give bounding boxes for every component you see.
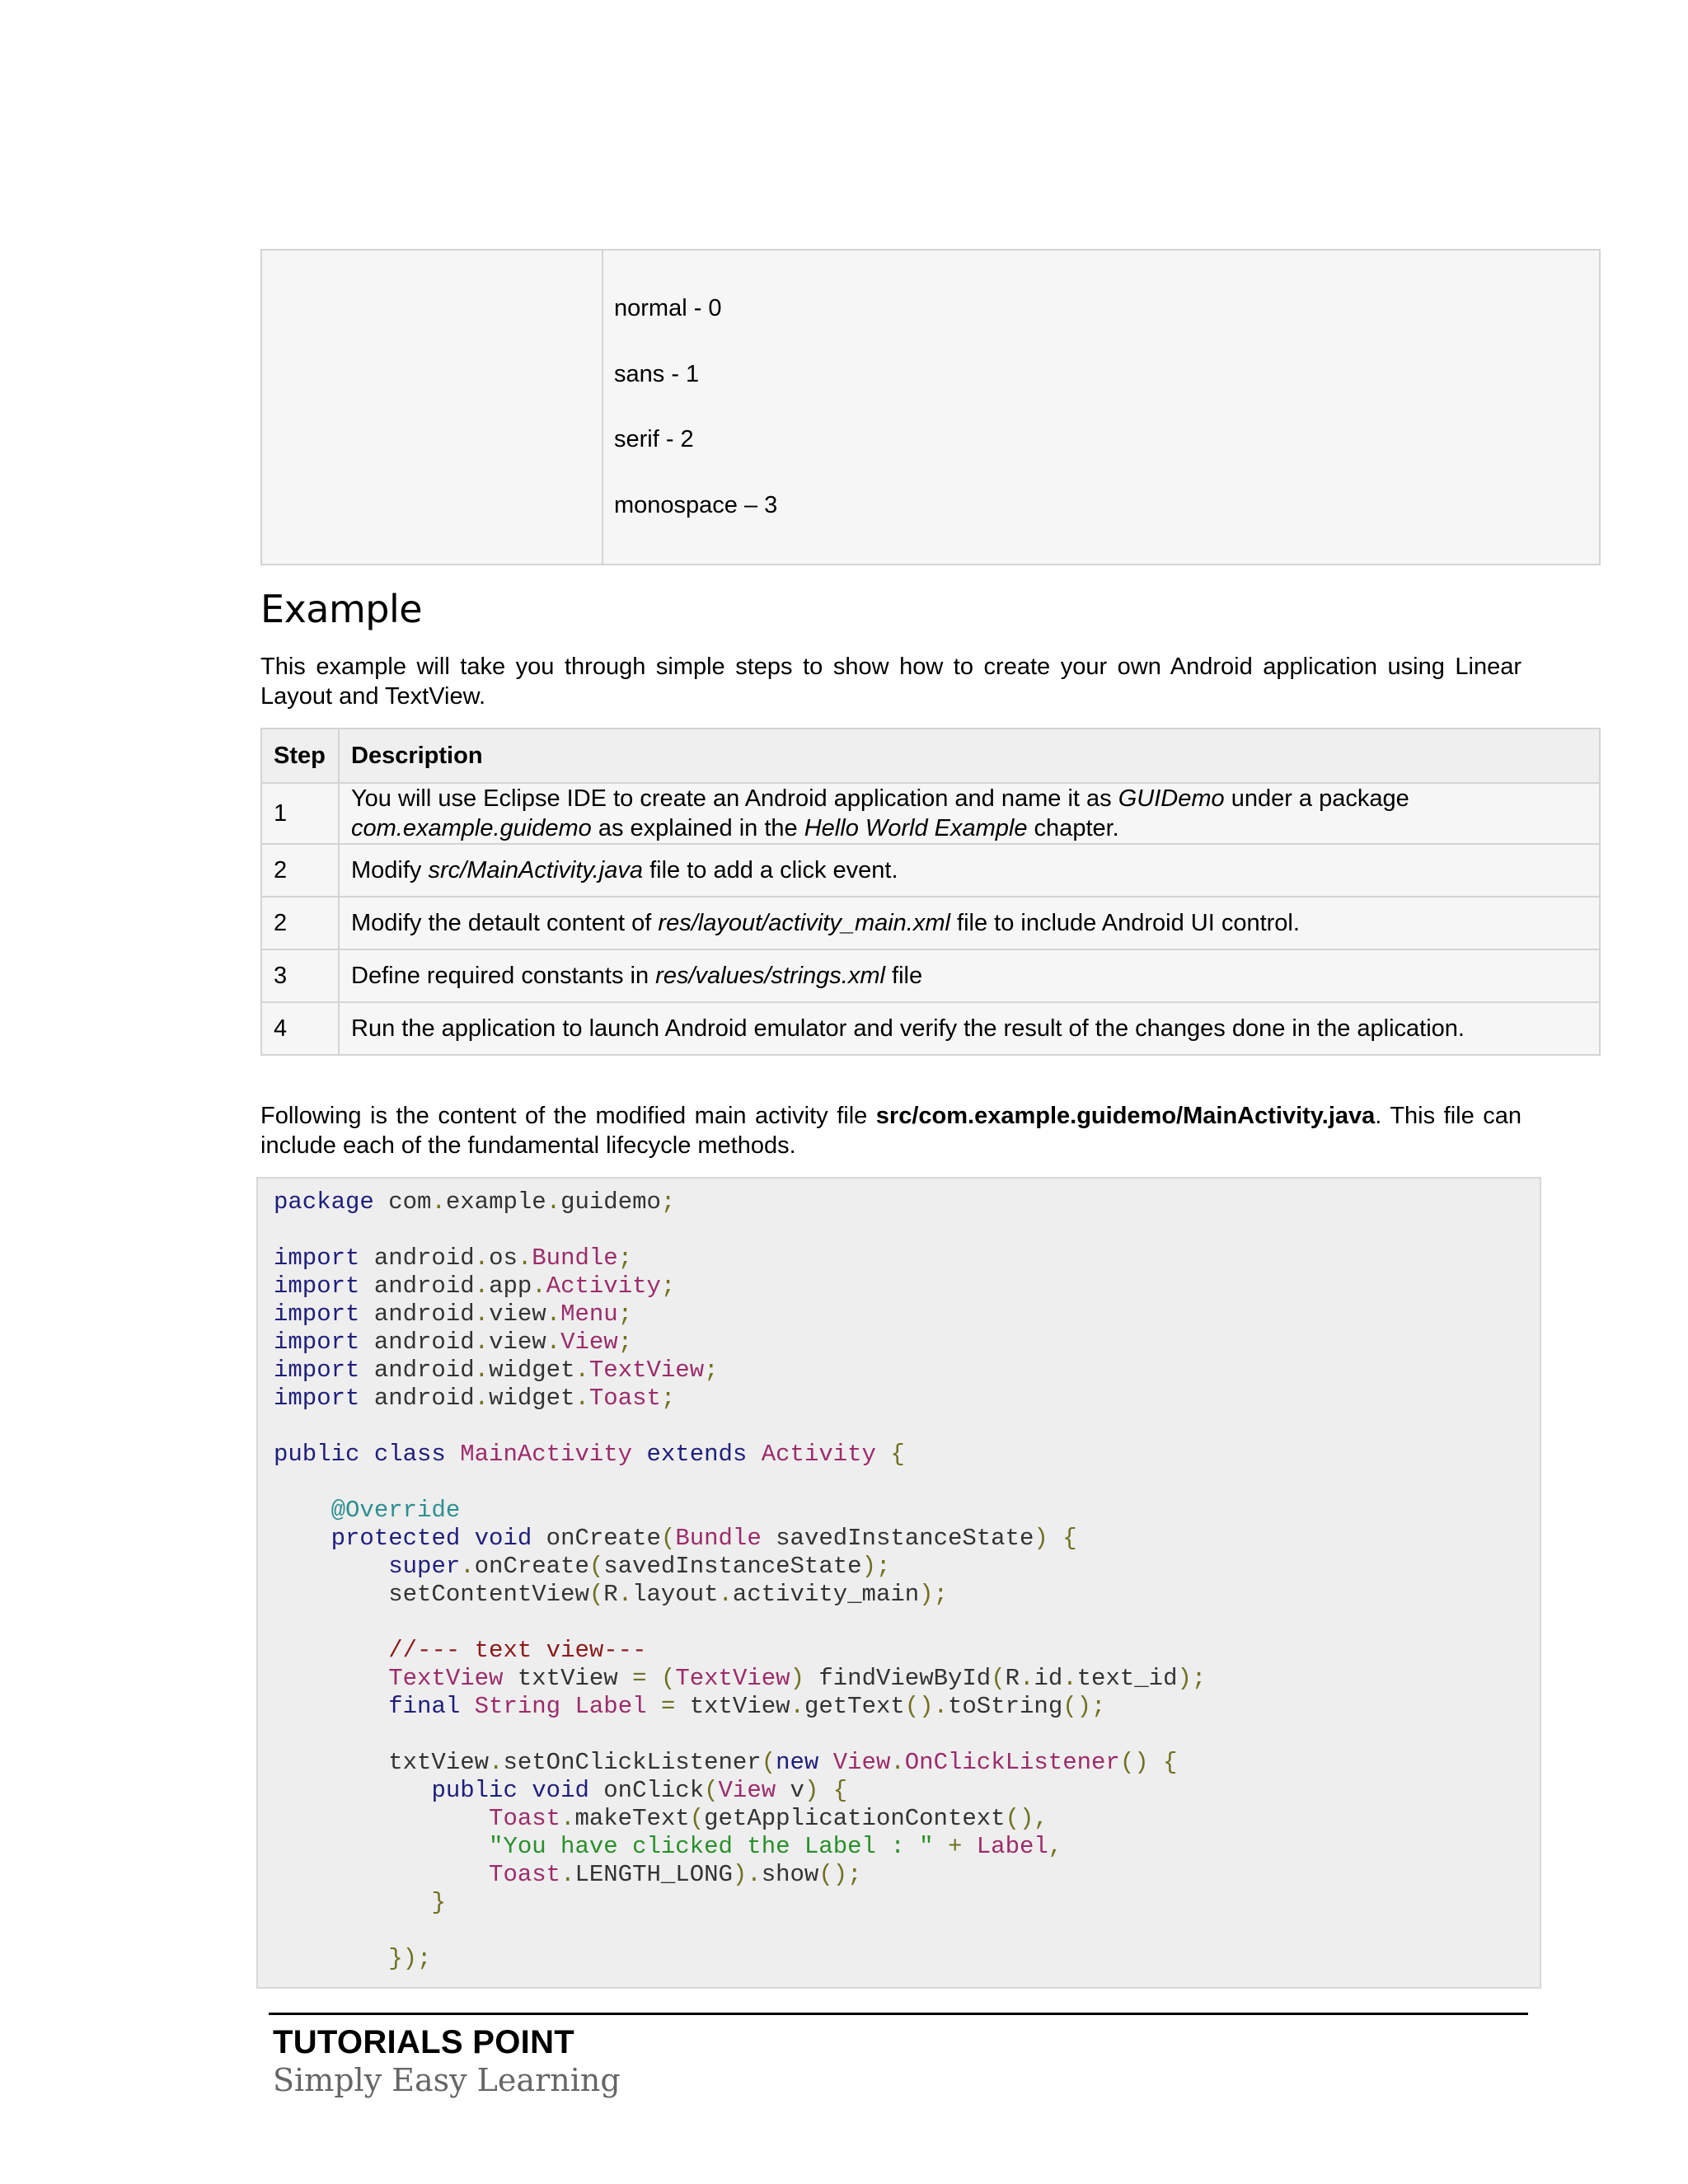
code-token: . bbox=[489, 1749, 504, 1776]
code-token: , bbox=[1048, 1833, 1063, 1860]
code-token: Toast bbox=[489, 1805, 561, 1832]
code-token: import bbox=[274, 1301, 360, 1328]
code-token bbox=[876, 1441, 890, 1468]
code-line bbox=[274, 1385, 1206, 1413]
step-number: 2 bbox=[261, 844, 339, 897]
code-token: . bbox=[617, 1581, 633, 1608]
code-token: ) bbox=[1034, 1525, 1048, 1552]
table-header-row bbox=[261, 729, 1600, 783]
code-token bbox=[274, 1945, 388, 1972]
code-token: (), bbox=[1005, 1805, 1048, 1832]
code-token: com bbox=[373, 1188, 432, 1216]
code-token: new bbox=[776, 1749, 819, 1776]
code-token: super bbox=[388, 1553, 461, 1580]
code-token bbox=[274, 1777, 431, 1804]
step-description: Define required constants in res/values/strings.xml file bbox=[339, 949, 1600, 1002]
code-token: . bbox=[474, 1272, 490, 1300]
code-token: ( bbox=[704, 1777, 719, 1804]
intro-paragraph: This example will take you through simple steps to show how to create your own Android application using Linear Layout and TextView. bbox=[260, 654, 1522, 710]
code-token: View bbox=[832, 1749, 891, 1776]
code-token: import bbox=[274, 1357, 360, 1384]
code-token: Activity bbox=[761, 1441, 876, 1468]
code-token bbox=[647, 1665, 661, 1692]
code-token: android bbox=[359, 1385, 475, 1412]
code-token: android bbox=[359, 1244, 475, 1272]
step-description: Modify the detault content of res/layout/activity_main.xml file to include Android UI control. bbox=[339, 897, 1600, 949]
file-path: src/com.example.guidemo/MainActivity.java bbox=[875, 1103, 1376, 1129]
code-token: import bbox=[274, 1329, 360, 1356]
code-token: . bbox=[546, 1301, 561, 1328]
code-line bbox=[274, 1244, 1206, 1272]
code-token: v bbox=[776, 1777, 804, 1804]
code-line bbox=[274, 1553, 1206, 1581]
code-token: activity_main bbox=[732, 1581, 920, 1608]
code-token: example bbox=[445, 1188, 546, 1216]
code-token: Toast bbox=[489, 1861, 561, 1888]
code-line bbox=[274, 1413, 1206, 1441]
step-number: 4 bbox=[261, 1002, 339, 1055]
code-token: . bbox=[474, 1329, 490, 1356]
code-line bbox=[274, 1441, 1206, 1469]
code-line bbox=[274, 1581, 1206, 1609]
code-token: app bbox=[489, 1272, 532, 1300]
code-token: ( bbox=[660, 1525, 676, 1552]
code-token: . bbox=[574, 1357, 589, 1384]
code-line bbox=[274, 1216, 1206, 1244]
code-token: ; bbox=[617, 1244, 633, 1272]
code-token: ; bbox=[660, 1272, 676, 1300]
code-token: . bbox=[474, 1385, 490, 1412]
code-token bbox=[1149, 1749, 1163, 1776]
typeface-value-serif: serif - 2 bbox=[614, 426, 694, 452]
code-token: View bbox=[718, 1777, 776, 1804]
code-line bbox=[274, 1525, 1206, 1553]
code-token: @Override bbox=[331, 1497, 461, 1524]
section-heading: Example bbox=[260, 587, 423, 631]
code-token: toString bbox=[948, 1693, 1063, 1720]
attribute-values-table bbox=[260, 249, 1601, 565]
code-token: . bbox=[460, 1553, 475, 1580]
code-token bbox=[647, 1693, 661, 1720]
code-token bbox=[934, 1833, 948, 1860]
attribute-name-cell bbox=[262, 251, 603, 564]
code-token: String bbox=[474, 1693, 561, 1720]
code-token bbox=[274, 1525, 331, 1552]
code-token bbox=[962, 1833, 976, 1860]
code-token: Label bbox=[976, 1833, 1048, 1860]
code-token: ; bbox=[660, 1385, 676, 1412]
code-token bbox=[560, 1693, 574, 1720]
code-line bbox=[274, 1609, 1206, 1637]
code-line bbox=[274, 1188, 1206, 1216]
code-token: . bbox=[474, 1357, 490, 1384]
code-token: + bbox=[947, 1833, 963, 1860]
code-line bbox=[274, 1469, 1206, 1497]
code-token: { bbox=[832, 1777, 848, 1804]
code-line bbox=[274, 1861, 1206, 1889]
code-token: ; bbox=[660, 1188, 676, 1216]
code-token: { bbox=[890, 1441, 905, 1468]
code-token: MainActivity bbox=[460, 1441, 633, 1468]
code-line bbox=[274, 1637, 1206, 1665]
code-token: ( bbox=[991, 1665, 1006, 1692]
code-token: (). bbox=[904, 1693, 948, 1720]
code-token: R bbox=[603, 1581, 618, 1608]
code-token: getApplicationContext bbox=[704, 1805, 1006, 1832]
code-token: import bbox=[274, 1385, 360, 1412]
code-token: widget bbox=[489, 1385, 575, 1412]
code-token: . bbox=[474, 1244, 490, 1272]
table-row bbox=[261, 1002, 1600, 1055]
step-description: You will use Eclipse IDE to create an Android application and name it as GUIDemo under a package com.example.guidemo as explained in the Hello World Example chapter. bbox=[339, 783, 1600, 844]
code-token: . bbox=[546, 1329, 561, 1356]
code-token: . bbox=[474, 1301, 490, 1328]
code-token bbox=[818, 1777, 832, 1804]
code-token: getText bbox=[804, 1693, 905, 1720]
code-token: Bundle bbox=[532, 1244, 618, 1272]
step-description: Modify src/MainActivity.java file to add a click event. bbox=[339, 844, 1600, 897]
code-token: ). bbox=[732, 1861, 762, 1888]
code-token: savedInstanceState bbox=[603, 1553, 862, 1580]
code-token: view bbox=[489, 1301, 546, 1328]
code-line bbox=[274, 1945, 1206, 1973]
code-token: ) bbox=[790, 1665, 804, 1692]
code-token: setContentView bbox=[274, 1581, 589, 1608]
code-token: makeText bbox=[574, 1805, 690, 1832]
code-token: }); bbox=[388, 1945, 432, 1972]
code-token: . bbox=[890, 1749, 905, 1776]
code-token: import bbox=[274, 1244, 360, 1272]
code-token: id bbox=[1034, 1665, 1063, 1692]
code-token: Bundle bbox=[675, 1525, 762, 1552]
code-token bbox=[274, 1637, 388, 1664]
code-line bbox=[274, 1917, 1206, 1945]
code-token: guidemo bbox=[560, 1188, 661, 1216]
code-token: . bbox=[546, 1188, 561, 1216]
code-intro-paragraph: Following is the content of the modified main activity file src/com.example.guidemo/MainActivity.java. This file can include each of the fundamental lifecycle methods. bbox=[260, 1103, 1522, 1159]
code-token: onCreate bbox=[474, 1553, 589, 1580]
code-token: txtView bbox=[274, 1749, 490, 1776]
code-token bbox=[818, 1749, 832, 1776]
code-token: ); bbox=[1177, 1665, 1207, 1692]
code-token: text_id bbox=[1076, 1665, 1178, 1692]
code-token: ( bbox=[588, 1581, 604, 1608]
code-token: . bbox=[790, 1693, 804, 1720]
code-token: R bbox=[1005, 1665, 1020, 1692]
code-token: import bbox=[274, 1272, 360, 1300]
code-line bbox=[274, 1721, 1206, 1749]
code-token: layout bbox=[632, 1581, 719, 1608]
code-token: android bbox=[359, 1272, 475, 1300]
code-token bbox=[274, 1497, 331, 1524]
table-row bbox=[261, 897, 1600, 949]
code-token: Menu bbox=[560, 1301, 618, 1328]
step-number: 1 bbox=[261, 783, 339, 844]
code-token: . bbox=[718, 1581, 733, 1608]
code-token: . bbox=[560, 1861, 575, 1888]
code-token: Activity bbox=[546, 1272, 661, 1300]
code-token: public class bbox=[274, 1441, 446, 1468]
code-token: ); bbox=[861, 1553, 891, 1580]
code-token: . bbox=[1062, 1665, 1077, 1692]
code-token: ); bbox=[919, 1581, 948, 1608]
code-token: "You have clicked the Label : " bbox=[489, 1833, 934, 1860]
code-token: //--- text view--- bbox=[388, 1637, 647, 1664]
header-description: Description bbox=[339, 729, 1600, 783]
code-token: OnClickListener bbox=[904, 1749, 1120, 1776]
code-token: savedInstanceState bbox=[761, 1525, 1034, 1552]
code-token: . bbox=[574, 1385, 589, 1412]
code-line bbox=[274, 1889, 1206, 1917]
code-line bbox=[274, 1357, 1206, 1385]
code-token: show bbox=[761, 1861, 819, 1888]
code-token: { bbox=[1163, 1749, 1178, 1776]
code-token: txtView bbox=[503, 1665, 633, 1692]
code-token bbox=[747, 1441, 761, 1468]
code-token: . bbox=[532, 1272, 546, 1300]
code-token: LENGTH_LONG bbox=[574, 1861, 733, 1888]
code-line bbox=[274, 1665, 1206, 1693]
code-token bbox=[274, 1805, 489, 1832]
code-line bbox=[274, 1805, 1206, 1833]
code-token: ; bbox=[617, 1301, 633, 1328]
code-token bbox=[274, 1833, 489, 1860]
code-token: public void bbox=[431, 1777, 589, 1804]
code-token: . bbox=[517, 1244, 532, 1272]
code-token: TextView bbox=[588, 1357, 705, 1384]
code-token: view bbox=[489, 1329, 546, 1356]
code-token: ) bbox=[804, 1777, 819, 1804]
code-token: ; bbox=[704, 1357, 719, 1384]
code-token: (); bbox=[818, 1861, 862, 1888]
code-token: Toast bbox=[588, 1385, 661, 1412]
code-token bbox=[632, 1441, 646, 1468]
code-token bbox=[446, 1441, 460, 1468]
code-token: Label bbox=[574, 1693, 647, 1720]
code-token: package bbox=[274, 1188, 374, 1216]
code-token: android bbox=[359, 1357, 475, 1384]
code-block bbox=[256, 1177, 1541, 1989]
code-token: TextView bbox=[675, 1665, 790, 1692]
code-token: . bbox=[1020, 1665, 1034, 1692]
header-step: Step bbox=[261, 729, 339, 783]
step-number: 3 bbox=[261, 949, 339, 1002]
code-token: ( bbox=[588, 1553, 604, 1580]
code-token: () bbox=[1119, 1749, 1149, 1776]
code-token: = bbox=[660, 1693, 676, 1720]
code-line bbox=[274, 1497, 1206, 1525]
code-token: widget bbox=[489, 1357, 575, 1384]
typeface-value-normal: normal - 0 bbox=[614, 295, 722, 321]
code-line bbox=[274, 1777, 1206, 1805]
code-token: os bbox=[489, 1244, 518, 1272]
code-line bbox=[274, 1749, 1206, 1777]
footer-brand: TUTORIALS POINT bbox=[273, 2024, 574, 2060]
typeface-value-monospace: monospace – 3 bbox=[614, 492, 778, 518]
code-listing bbox=[274, 1188, 1206, 1973]
code-line bbox=[274, 1272, 1206, 1301]
table-row bbox=[261, 783, 1600, 844]
code-token: { bbox=[1062, 1525, 1077, 1552]
code-token: android bbox=[359, 1329, 475, 1356]
code-line bbox=[274, 1301, 1206, 1329]
code-token: View bbox=[560, 1329, 618, 1356]
code-token: findViewById bbox=[804, 1665, 992, 1692]
code-token: TextView bbox=[388, 1665, 504, 1692]
code-token: onClick bbox=[588, 1777, 705, 1804]
table-row bbox=[261, 949, 1600, 1002]
code-token: ( bbox=[660, 1665, 676, 1692]
code-token: setOnClickListener bbox=[503, 1749, 762, 1776]
code-token bbox=[274, 1861, 489, 1888]
code-token bbox=[1048, 1525, 1062, 1552]
code-line bbox=[274, 1693, 1206, 1721]
typeface-value-sans: sans - 1 bbox=[614, 361, 700, 387]
steps-table bbox=[260, 728, 1601, 1056]
code-token: (); bbox=[1062, 1693, 1106, 1720]
code-token: onCreate bbox=[532, 1525, 661, 1552]
step-description: Run the application to launch Android emulator and verify the result of the changes done in the aplication. bbox=[339, 1002, 1600, 1055]
code-token: protected void bbox=[331, 1525, 532, 1552]
code-token bbox=[460, 1693, 474, 1720]
code-token: } bbox=[431, 1889, 446, 1916]
code-line bbox=[274, 1833, 1206, 1861]
code-token: txtView bbox=[675, 1693, 790, 1720]
code-token: android bbox=[359, 1301, 475, 1328]
code-token bbox=[274, 1693, 388, 1720]
code-token: . bbox=[431, 1188, 446, 1216]
code-token bbox=[274, 1553, 388, 1580]
footer-divider bbox=[269, 2013, 1528, 2015]
code-line bbox=[274, 1329, 1206, 1357]
code-token: ( bbox=[689, 1805, 705, 1832]
code-token: . bbox=[560, 1805, 575, 1832]
code-token: extends bbox=[646, 1441, 748, 1468]
code-token: ( bbox=[761, 1749, 776, 1776]
code-token: ; bbox=[617, 1329, 633, 1356]
code-token bbox=[274, 1665, 388, 1692]
code-token: = bbox=[632, 1665, 647, 1692]
code-token: final bbox=[388, 1693, 461, 1720]
code-token bbox=[274, 1889, 431, 1916]
table-row bbox=[261, 844, 1600, 897]
step-number: 2 bbox=[261, 897, 339, 949]
footer-tagline: Simply Easy Learning bbox=[273, 2062, 621, 2098]
